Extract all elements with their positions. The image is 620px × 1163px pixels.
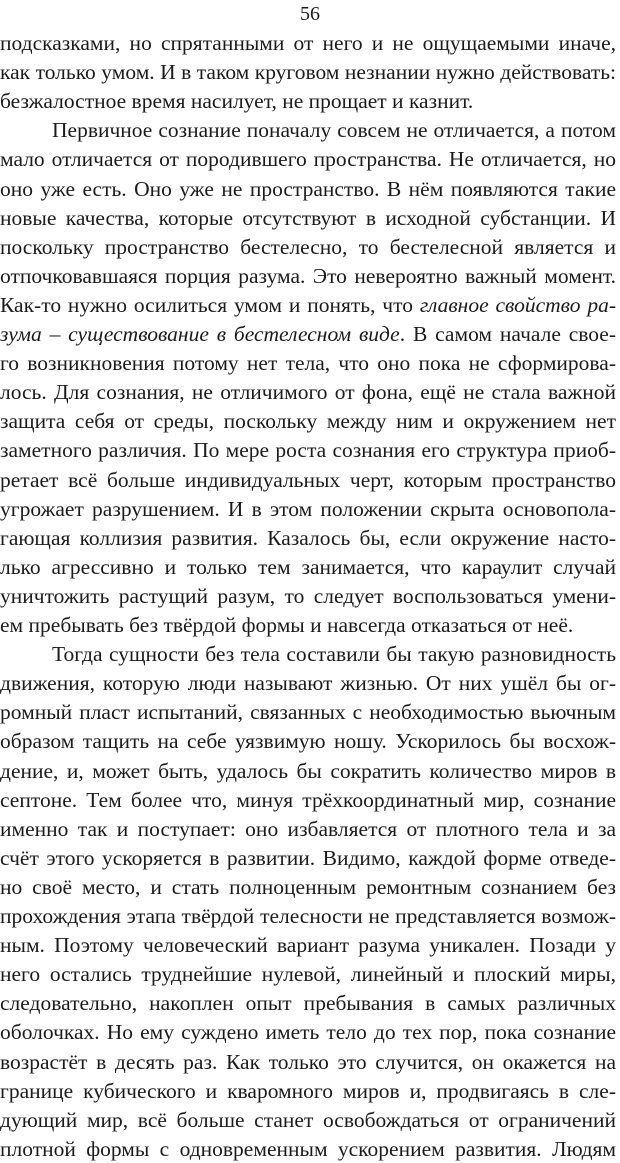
text-segment: защита себя от среды, поскольку между ним и окружением нет bbox=[0, 409, 616, 434]
text-segment: поскольку пространство бестелесно, то бестелесной является и bbox=[0, 234, 616, 259]
text-line bbox=[0, 669, 616, 697]
text-line bbox=[52, 116, 616, 144]
text-line bbox=[0, 989, 616, 1017]
text-line bbox=[0, 1048, 616, 1076]
text-line bbox=[52, 640, 616, 668]
text-line bbox=[0, 582, 616, 610]
text-line bbox=[0, 378, 616, 406]
text-line bbox=[0, 524, 616, 552]
text-segment: отпочковавшаяся порция разума. Это невероятно важный момент. bbox=[0, 263, 616, 288]
text-line bbox=[0, 873, 616, 901]
text-segment: ретает всё больше индивидуальных черт, которым пространство bbox=[0, 467, 616, 492]
text-line bbox=[0, 815, 616, 843]
italic-emphasis: главное свойство ра- bbox=[419, 292, 616, 317]
text-segment: угрожает разрушением. И в этом положении скрыта основопола- bbox=[0, 496, 616, 521]
text-line bbox=[0, 145, 616, 173]
text-segment: движения, которую люди называют жизнью. От них ушёл бы ог- bbox=[0, 671, 616, 696]
text-line bbox=[0, 786, 616, 814]
text-line bbox=[0, 1135, 616, 1163]
text-segment: ным. Поэтому человеческий вариант разума уникален. Позади у bbox=[0, 933, 616, 958]
text-line bbox=[0, 175, 616, 203]
text-segment: возрастёт в десять раз. Как только это случится, он окажется на bbox=[0, 1049, 616, 1074]
text-line bbox=[0, 757, 616, 785]
text-segment: оно уже есть. Оно уже не пространство. В нём появляются такие bbox=[0, 176, 616, 201]
text-segment: лось. Для сознания, не отличимого от фона, ещё не стала важной bbox=[0, 380, 616, 405]
text-segment: Первичное сознание поначалу совсем не отличается, а потом bbox=[52, 118, 616, 143]
text-line bbox=[0, 553, 616, 581]
text-segment: как только умом. И в таком круговом незнании нужно действовать: bbox=[0, 60, 616, 85]
text-segment: септоне. Тем более что, минуя трёхкоординатный мир, сознание bbox=[0, 787, 616, 812]
text-segment: заметного различия. По мере роста сознания его структура приоб- bbox=[0, 438, 616, 463]
text-line bbox=[0, 320, 616, 348]
text-segment: образом тащить на себе уязвимую ношу. Ускорилось бы восхож- bbox=[0, 729, 616, 754]
text-segment: него остались труднейшие нулевой, линейный и плоский миры, bbox=[0, 962, 616, 987]
text-line bbox=[0, 233, 616, 261]
text-line bbox=[0, 844, 616, 872]
text-line bbox=[0, 466, 616, 494]
text-segment: мало отличается от породившего пространства. Не отличается, но bbox=[0, 147, 616, 172]
text-line bbox=[0, 204, 616, 232]
text-line bbox=[0, 349, 616, 377]
text-segment: гающая коллизия развития. Казалось бы, если окружение насто- bbox=[0, 525, 616, 550]
text-line bbox=[0, 262, 616, 290]
text-line bbox=[0, 931, 616, 959]
text-segment: следовательно, накоплен опыт пребывания в самых различных bbox=[0, 991, 616, 1016]
text-line bbox=[0, 1018, 616, 1046]
text-segment: дение, и, может быть, удалось бы сократить количество миров в bbox=[0, 758, 616, 783]
text-segment: подсказками, но спрятанными от него и не ощущаемыми иначе, bbox=[0, 31, 616, 55]
text-line bbox=[0, 29, 616, 57]
text-segment: лько агрессивно и только тем занимается, что караулит случай bbox=[0, 554, 616, 579]
text-line bbox=[0, 698, 616, 726]
text-line bbox=[0, 407, 616, 435]
text-line bbox=[0, 1106, 616, 1134]
text-segment: дующий мир, всё больше станет освобождаться от ограничений bbox=[0, 1107, 616, 1132]
text-segment: ем пребывать без твёрдой формы и навсегда отказаться от неё. bbox=[0, 613, 574, 637]
text-segment: Тогда сущности без тела составили бы такую разновидность bbox=[52, 642, 616, 667]
text-segment: ромный пласт испытаний, связанных с необходимостью вьючным bbox=[0, 700, 616, 725]
text-line bbox=[0, 727, 616, 755]
text-line bbox=[0, 291, 616, 319]
text-line bbox=[0, 58, 616, 86]
text-line bbox=[0, 495, 616, 523]
text-line bbox=[0, 902, 616, 930]
text-segment: го возникновения потому нет тела, что оно пока не сформирова- bbox=[0, 351, 616, 376]
page-number: 56 bbox=[300, 3, 320, 25]
text-segment: безжалостное время насилует, не прощает и казнит. bbox=[0, 89, 474, 114]
text-segment: оболочках. Но ему суждено иметь тело до тех пор, пока сознание bbox=[0, 1020, 616, 1045]
text-line bbox=[0, 960, 616, 988]
text-segment: уничтожить растущий разум, то следует воспользоваться умени- bbox=[0, 583, 616, 608]
italic-emphasis: зума – существование в бестелесном виде bbox=[0, 322, 400, 346]
text-segment: плотной формы с одновременным ускорением развития. Людям bbox=[0, 1136, 616, 1161]
text-segment: . В самом начале свое- bbox=[399, 322, 616, 346]
text-segment: границе кубического и кваромного миров и, продвигаясь в сле- bbox=[0, 1078, 616, 1103]
text-segment: именно так и поступает: оно избавляется от плотного тела и за bbox=[0, 816, 616, 841]
text-line bbox=[0, 87, 616, 115]
text-line bbox=[0, 611, 616, 639]
text-segment: прохождения этапа твёрдой телесности не представляется возмож- bbox=[0, 904, 616, 928]
text-line bbox=[0, 1077, 616, 1105]
text-segment: новые качества, которые отсутствуют в исходной субстанции. И bbox=[0, 205, 616, 230]
text-line bbox=[0, 436, 616, 464]
text-segment: Как-то нужно осилиться умом и понять, что bbox=[0, 292, 420, 317]
text-segment: но своё место, и стать полноценным ремонтным сознанием без bbox=[0, 874, 616, 899]
text-segment: счёт этого ускоряется в развитии. Видимо, каждой форме отведе- bbox=[0, 845, 616, 870]
